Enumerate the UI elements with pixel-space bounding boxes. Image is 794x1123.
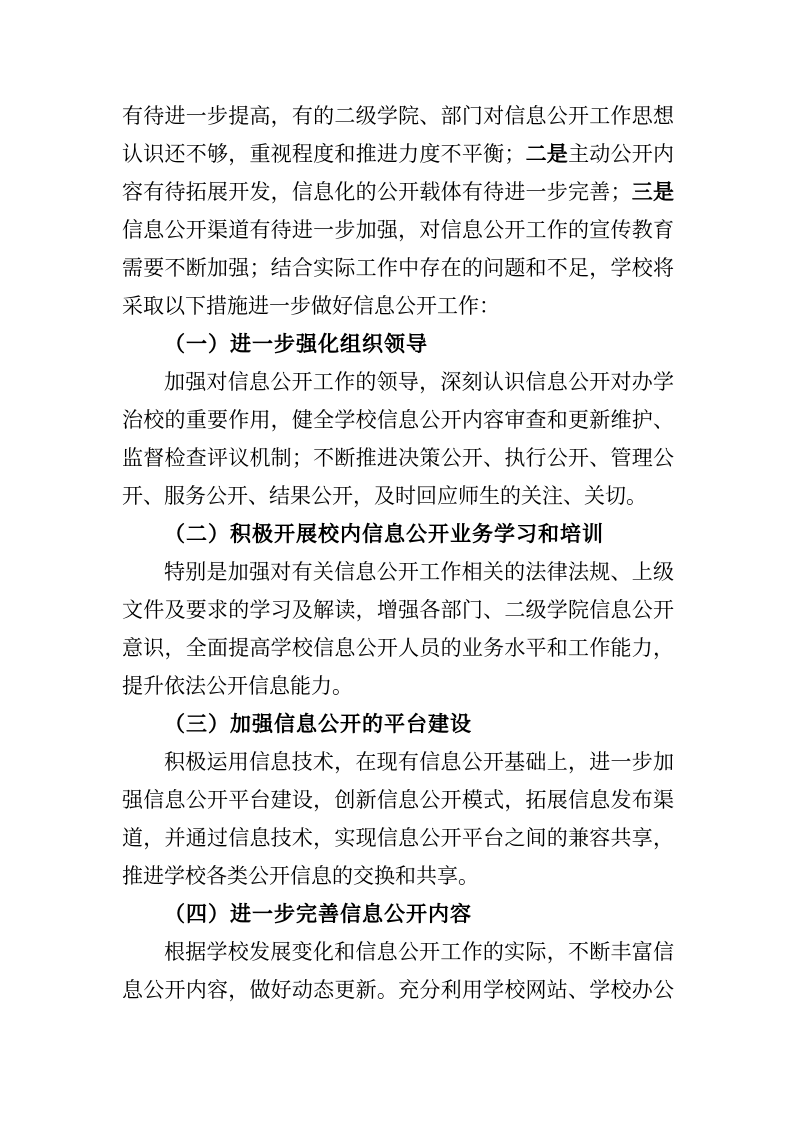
body-text-line: 意识，全面提高学校信息公开人员的业务水平和工作能力， xyxy=(122,636,674,660)
body-text-segment: 主动公开内 xyxy=(568,142,675,166)
emphasis-text: 三是 xyxy=(631,179,675,204)
body-text-line xyxy=(122,172,674,212)
body-text-line: 信息公开渠道有待进一步加强，对信息公开工作的宣传教育 xyxy=(122,218,674,242)
body-text-line: 道，并通过信息技术，实现信息公开平台之间的兼容共享， xyxy=(122,826,674,850)
body-text-segment: 认识还不够，重视程度和推进力度不平衡； xyxy=(122,142,526,166)
body-text-line: 需要不断加强；结合实际工作中存在的问题和不足，学校将 xyxy=(122,256,674,280)
body-text-line: 治校的重要作用，健全学校信息公开内容审查和更新维护、 xyxy=(122,408,674,432)
body-text-line: 监督检查评议机制；不断推进决策公开、执行公开、管理公 xyxy=(122,446,674,470)
body-text-line xyxy=(122,134,674,174)
body-text-line: 有待进一步提高，有的二级学院、部门对信息公开工作思想 xyxy=(122,104,674,128)
body-text-line: 强信息公开平台建设，创新信息公开模式，拓展信息发布渠 xyxy=(122,788,674,812)
body-text-line: 开、服务公开、结果公开，及时回应师生的关注、关切。 xyxy=(122,484,647,508)
body-text-line: 积极运用信息技术，在现有信息公开基础上，进一步加 xyxy=(164,750,674,774)
section-heading: （二）积极开展校内信息公开业务学习和培训 xyxy=(164,521,604,546)
section-heading: （四）进一步完善信息公开内容 xyxy=(164,901,472,926)
body-text-line: 根据学校发展变化和信息公开工作的实际，不断丰富信 xyxy=(164,940,674,964)
body-text-line: 提升依法公开信息能力。 xyxy=(122,674,353,698)
section-heading: （三）加强信息公开的平台建设 xyxy=(164,711,472,736)
body-text-line: 采取以下措施进一步做好信息公开工作： xyxy=(122,294,500,318)
section-heading: （一）进一步强化组织领导 xyxy=(164,331,428,356)
body-text-line: 特别是加强对有关信息公开工作相关的法律法规、上级 xyxy=(164,560,674,584)
body-text-line: 息公开内容，做好动态更新。充分利用学校网站、学校办公 xyxy=(122,978,674,1002)
body-text-segment: 容有待拓展开发，信息化的公开载体有待进一步完善； xyxy=(122,180,632,204)
body-text-line: 文件及要求的学习及解读，增强各部门、二级学院信息公开 xyxy=(122,598,674,622)
body-text-line: 推进学校各类公开信息的交换和共享。 xyxy=(122,864,479,888)
body-text-line: 加强对信息公开工作的领导，深刻认识信息公开对办学 xyxy=(164,370,674,394)
emphasis-text: 二是 xyxy=(525,141,569,166)
